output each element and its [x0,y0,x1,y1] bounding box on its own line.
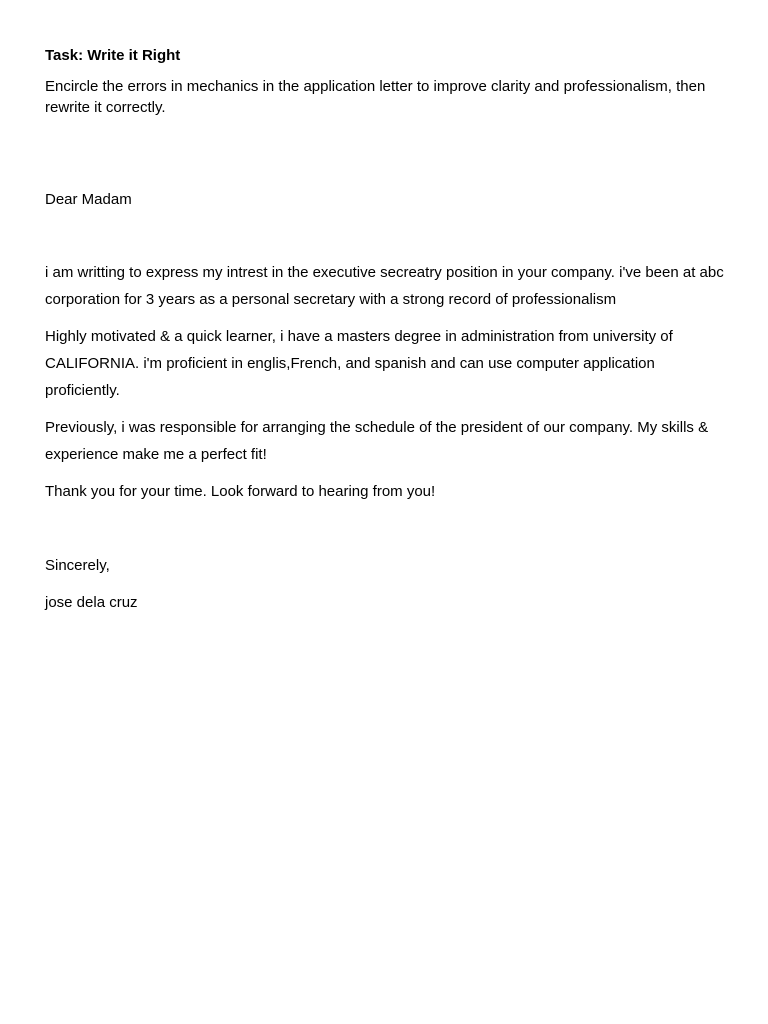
letter-salutation: Dear Madam [45,191,132,208]
task-title: Task: Write it Right [45,47,181,64]
letter-closing: Sincerely, [45,557,110,574]
task-instructions: Encircle the errors in mechanics in the application letter to improve clarity and professionalism, then rewrite it correctly. [45,78,706,116]
letter-paragraph: Previously, i was responsible for arranging the schedule of the president of our company. My skills & experience make me a perfect fit! [45,419,709,463]
letter-paragraph: Thank you for your time. Look forward to hearing from you! [45,483,436,500]
letter-paragraph: Highly motivated & a quick learner, i have a masters degree in administration from university of CALIFORNIA. i'm proficient in englis,French, and spanish and can use computer application proficiently. [45,328,673,399]
letter-signature: jose dela cruz [45,594,138,611]
letter-paragraph: i am writting to express my intrest in the executive secreatry position in your company. i've been at abc corporation for 3 years as a personal secretary with a strong record of professionalism [45,264,724,308]
